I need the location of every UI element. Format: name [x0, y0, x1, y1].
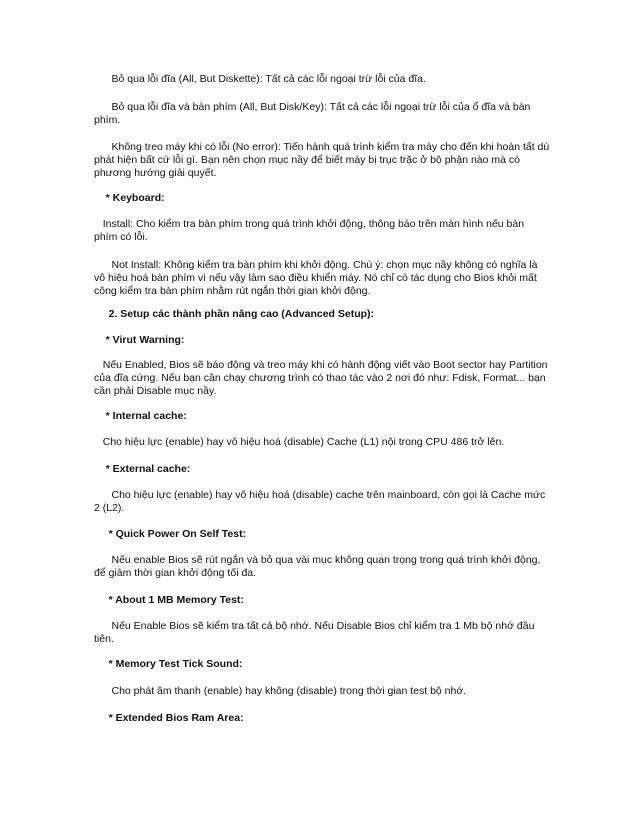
paragraph-keyboard-install: Install: Cho kiểm tra bàn phím trong quá trình khởi động, thông báo trên màn hình nếu bàn phím có lỗi.	[94, 218, 525, 243]
heading-advanced-setup: 2. Setup các thành phần nâng cao (Advanced Setup):	[94, 308, 375, 320]
paragraph-internal-cache: Cho hiệu lực (enable) hay vô hiệu hoá (disable) Cache (L1) nội trong CPU 486 trở lên.	[94, 436, 505, 448]
paragraph-skip-disk-key-errors: Bỏ qua lỗi đĩa và bàn phím (All, But Disk/Key): Tất cả các lỗi ngoại trừ lỗi của ổ đĩa và bàn phím.	[94, 101, 531, 126]
paragraph-keyboard-not-install: Not Install: Không kiểm tra bàn phím khi khởi động. Chú ý: chọn mục nầy không có nghĩa là vô hiệu hoá bàn phím vì nếu vậy làm sao điều khiển máy. Nó chỉ có tác dụng cho Bios khỏi mất công kiểm tra bàn phím nhằm rút ngắn thời gian khởi động.	[94, 259, 538, 297]
paragraph-memory-test-tick-sound: Cho phát âm thanh (enable) hay không (disable) trong thời gian test bộ nhớ.	[94, 685, 467, 697]
heading-memory-test-tick-sound: * Memory Test Tick Sound:	[94, 658, 243, 670]
heading-external-cache: * External cache:	[94, 463, 191, 475]
heading-extended-bios-ram-area: * Extended Bios Ram Area:	[94, 712, 244, 724]
paragraph-virus-warning: Nếu Enabled, Bios sẽ báo động và treo máy khi có hành động viết vào Boot sector hay Partition của đĩa cứng. Nếu bạn cần chạy chương trình có thao tác vào 2 nơi đó như: Fdisk, Format... bạn cần phải Disable mục nầy.	[94, 359, 548, 397]
paragraph-memory-test: Nếu Enable Bios sẽ kiểm tra tất cả bộ nhớ. Nếu Disable Bios chỉ kiểm tra 1 Mb bộ nhớ đầu tiên.	[94, 620, 535, 645]
paragraph-no-error: Không treo máy khi có lỗi (No error): Tiến hành quá trình kiểm tra máy cho đến khi hoàn tất dù phát hiện bất cứ lỗi gì. Bạn nên chọn mục nầy để biết máy bị trục trặc ở bộ phận nào mà có phương hướng giải quyết.	[94, 141, 550, 179]
heading-quick-power-on-self-test: * Quick Power On Self Test:	[94, 528, 247, 540]
paragraph-skip-disk-errors: Bỏ qua lỗi đĩa (All, But Diskette): Tất cả các lỗi ngoại trừ lỗi của đĩa.	[94, 73, 426, 85]
heading-keyboard: * Keyboard:	[94, 192, 165, 204]
heading-memory-test: * About 1 MB Memory Test:	[94, 594, 244, 606]
paragraph-quick-power-on-self-test: Nếu enable Bios sẽ rút ngắn và bỏ qua vài mục không quan trọng trong quá trình khởi động, để giảm thời gian khởi động tối đa.	[94, 554, 541, 579]
heading-internal-cache: * Internal cache:	[94, 410, 187, 422]
paragraph-external-cache: Cho hiệu lực (enable) hay vô hiệu hoá (disable) cache trên mainboard, còn gọi là Cache mức 2 (L2).	[94, 489, 546, 514]
heading-virus-warning: * Virut Warning:	[94, 334, 185, 346]
